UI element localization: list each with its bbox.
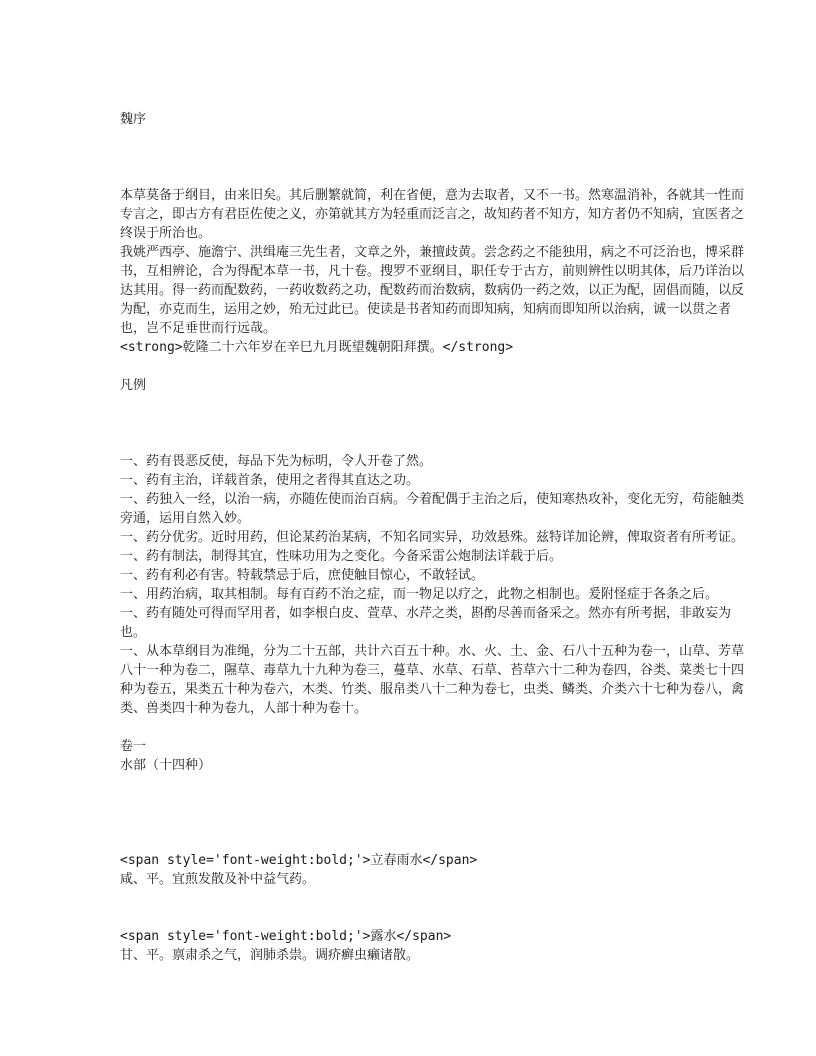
rules-title: 凡例 [120, 378, 147, 393]
section-title: 水部（十四种） [120, 758, 212, 773]
preface-paragraph: 本草莫备于纲目，由来旧矣。其后删繁就简，利在省便，意为去取者，又不一书。然寒温消补，各就其一性而专言之，即古方有君臣佐使之义，亦第就其方为轻重而泛言之，故知药者不知方，知方者仍不知病，宜医者之终误于所治也。 [120, 188, 745, 241]
entry-name: <span style='font-weight:bold;'>露水</span> [120, 929, 452, 944]
rule-item: 一、药有随处可得而罕用者，如李根白皮、萱草、水芹之类，斟酌尽善而备采之。然亦有所考据，非敢妄为也。 [120, 606, 732, 640]
rule-item: 一、药有利必有害。特载禁忌于后，庶使触目惊心，不敢轻试。 [120, 568, 485, 583]
entry-description: 甘、平。禀肃杀之气，润肺杀祟。调疥癣虫癞诸散。 [120, 948, 420, 963]
volume-title: 卷一 [120, 739, 147, 754]
entry-description: 咸、平。宜煎发散及补中益气药。 [120, 872, 316, 887]
rule-item: 一、药分优劣。近时用药，但论某药治某病，不知名同实异，功效悬殊。兹特详加论辨，俾取资者有所考证。 [120, 530, 745, 545]
spacer [120, 395, 746, 452]
spacer [120, 718, 746, 737]
preface-signature: <strong>乾隆二十六年岁在辛巳九月既望魏朝阳拜撰。</strong> [120, 340, 514, 355]
rule-item: 一、从本草纲目为准绳，分为二十五部，共计六百五十种。水、火、土、金、石八十五种为卷一，山草、芳草八十一种为卷二，隰草、毒草九十九种为卷三，蔓草、水草、石草、苔草六十二种为卷四，谷类、菜类七十四种为卷五，果类五十种为卷六，木类、竹类、服帛类八十二种为卷七，虫类、鳞类、介类六十七种为卷八，禽类、兽类四十种为卷九，人部十种为卷十。 [120, 644, 745, 716]
rule-item: 一、药有畏恶反使，每品下先为标明，令人开卷了然。 [120, 454, 433, 469]
rule-item: 一、药有主治，详载首条，使用之者得其直达之功。 [120, 473, 420, 488]
spacer [120, 129, 746, 186]
preface-title: 魏序 [120, 112, 147, 127]
spacer [120, 357, 746, 376]
preface-paragraph: 我姚严西亭、施澹宁、洪缉庵三先生者，文章之外，兼擅歧黄。尝念药之不能独用，病之不可泛治也，博采群书，互相辨论，合为得配本草一书，凡十卷。搜罗不亚纲目，职任专于古方，前则辨性以明其体，后乃详治以达其用。得一药而配数药，一药收数药之功，配数药而治数病，数病仍一药之效，以正为配，固倡而随，以反为配，亦克而生，运用之妙，殆无过此已。使读是书者知药而即知病，知病而即知所以治病，诚一以贯之者也，岂不足垂世而行远哉。 [120, 245, 745, 336]
rule-item: 一、药独入一经，以治一病，亦随佐使而治百病。今着配偶于主治之后，使知寒热攻补，变化无穷，苟能触类旁通，运用自然入妙。 [120, 492, 745, 526]
spacer [120, 889, 746, 927]
rule-item: 一、用药治病，取其相制。每有百药不治之症，而一物足以疗之，此物之相制也。爰附怪症于各条之后。 [120, 587, 719, 602]
rule-item: 一、药有制法，制得其宜，性味功用为之变化。今备采雷公炮制法详载于后。 [120, 549, 563, 564]
spacer [120, 832, 746, 851]
spacer [120, 775, 746, 832]
entry-name: <span style='font-weight:bold;'>立春雨水</span> [120, 853, 478, 868]
